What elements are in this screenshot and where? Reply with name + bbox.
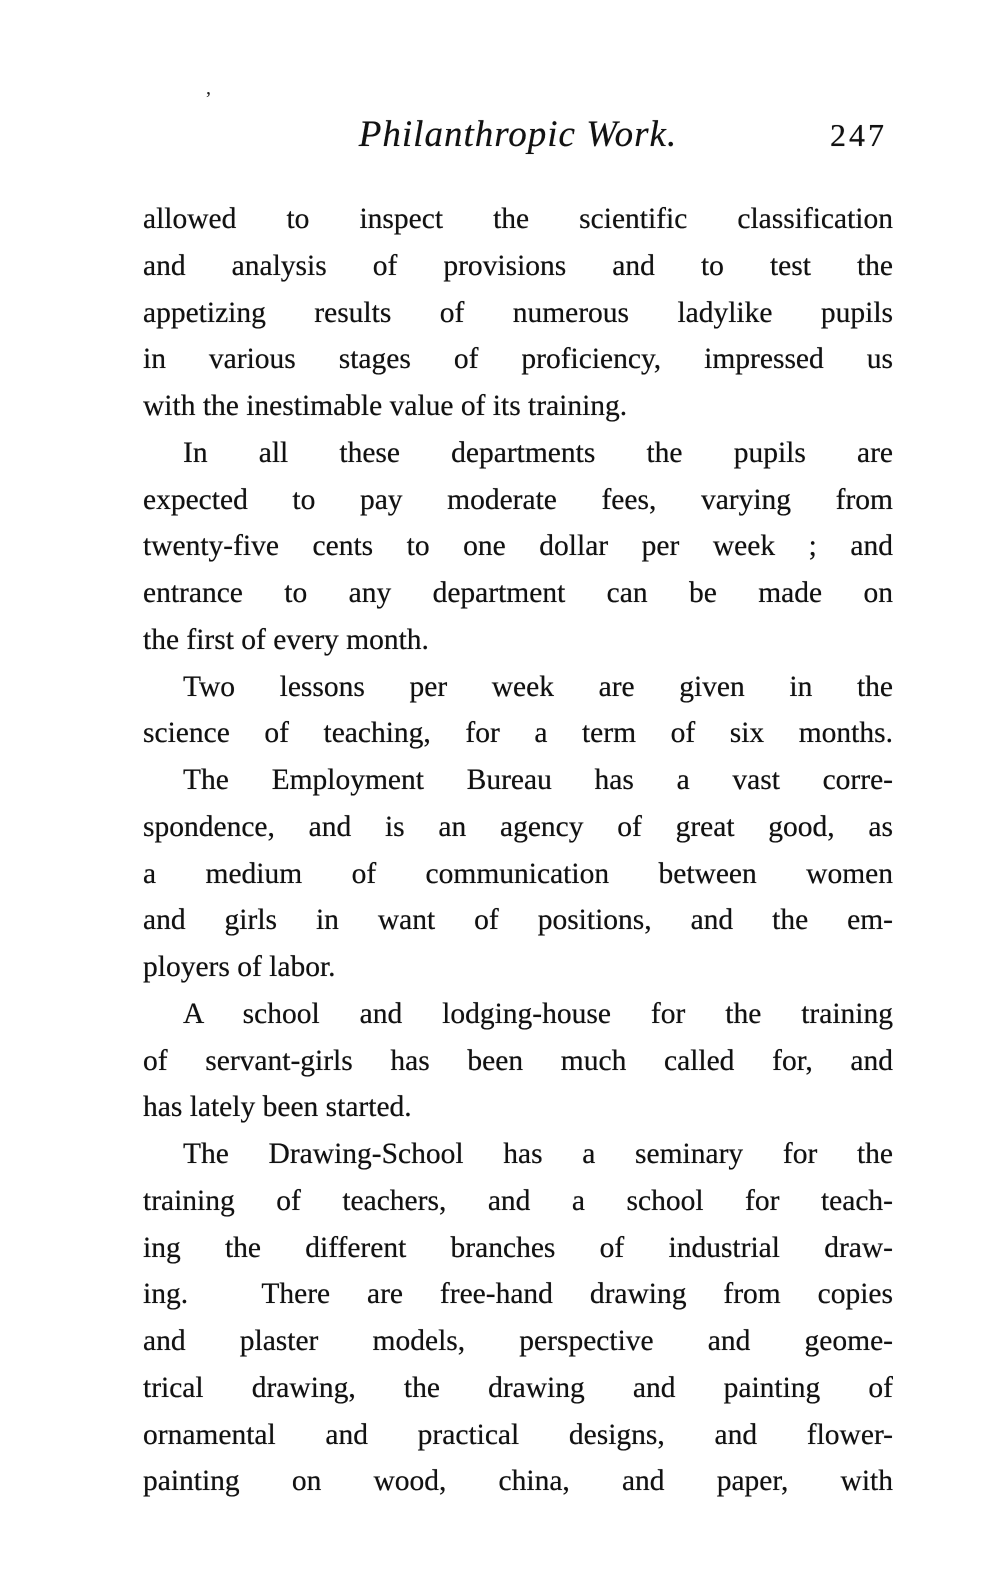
running-title: Philanthropic Work. [358,114,678,155]
page-header [143,113,893,165]
text-line: science of teaching, for a term of six months. [143,717,893,750]
text-line: twenty-five cents to one dollar per week ; and [143,530,893,563]
page-body [143,196,893,1505]
text-line: ployers of labor. [143,951,336,983]
text-line: in various stages of proficiency, impressed us [143,343,893,376]
text-line: the first of every month. [143,623,429,656]
text-line: ing the different branches of industrial draw- [143,1231,893,1264]
text-line: a medium of communication between women [143,857,893,890]
text-line: has lately been started. [143,1091,412,1124]
text-line: The Employment Bureau has a vast corre- [183,764,893,796]
text-line: spondence, and is an agency of great good, as [143,810,893,843]
text-line: training of teachers, and a school for teach- [143,1184,893,1217]
text-line: The Drawing-School has a seminary for the [183,1138,893,1170]
text-line: and analysis of provisions and to test the [143,249,893,282]
text-line: and girls in want of positions, and the em- [143,904,893,937]
text-line: A school and lodging-house for the training [183,997,893,1030]
text-line: Two lessons per week are given in the [183,670,893,703]
text-line: allowed to inspect the scientific classification [143,203,893,235]
text-line: of servant-girls has been much called for, and [143,1044,893,1077]
text-line: trical drawing, the drawing and painting of [143,1371,893,1404]
text-line: ing. There are free-hand drawing from copies [143,1278,893,1311]
text-line: with the inestimable value of its training. [143,390,628,422]
scan-speck-artifact: ’ [205,88,212,110]
text-line: entrance to any department can be made on [143,577,893,609]
text-line: appetizing results of numerous ladylike pupils [143,296,893,329]
text-line: In all these departments the pupils are [183,436,893,469]
text-line: ornamental and practical designs, and flower- [143,1418,893,1451]
text-line: and plaster models, perspective and geome- [143,1325,893,1357]
text-line: painting on wood, china, and paper, with [143,1465,893,1498]
page-number: 247 [830,117,887,153]
text-line: expected to pay moderate fees, varying from [143,483,893,516]
